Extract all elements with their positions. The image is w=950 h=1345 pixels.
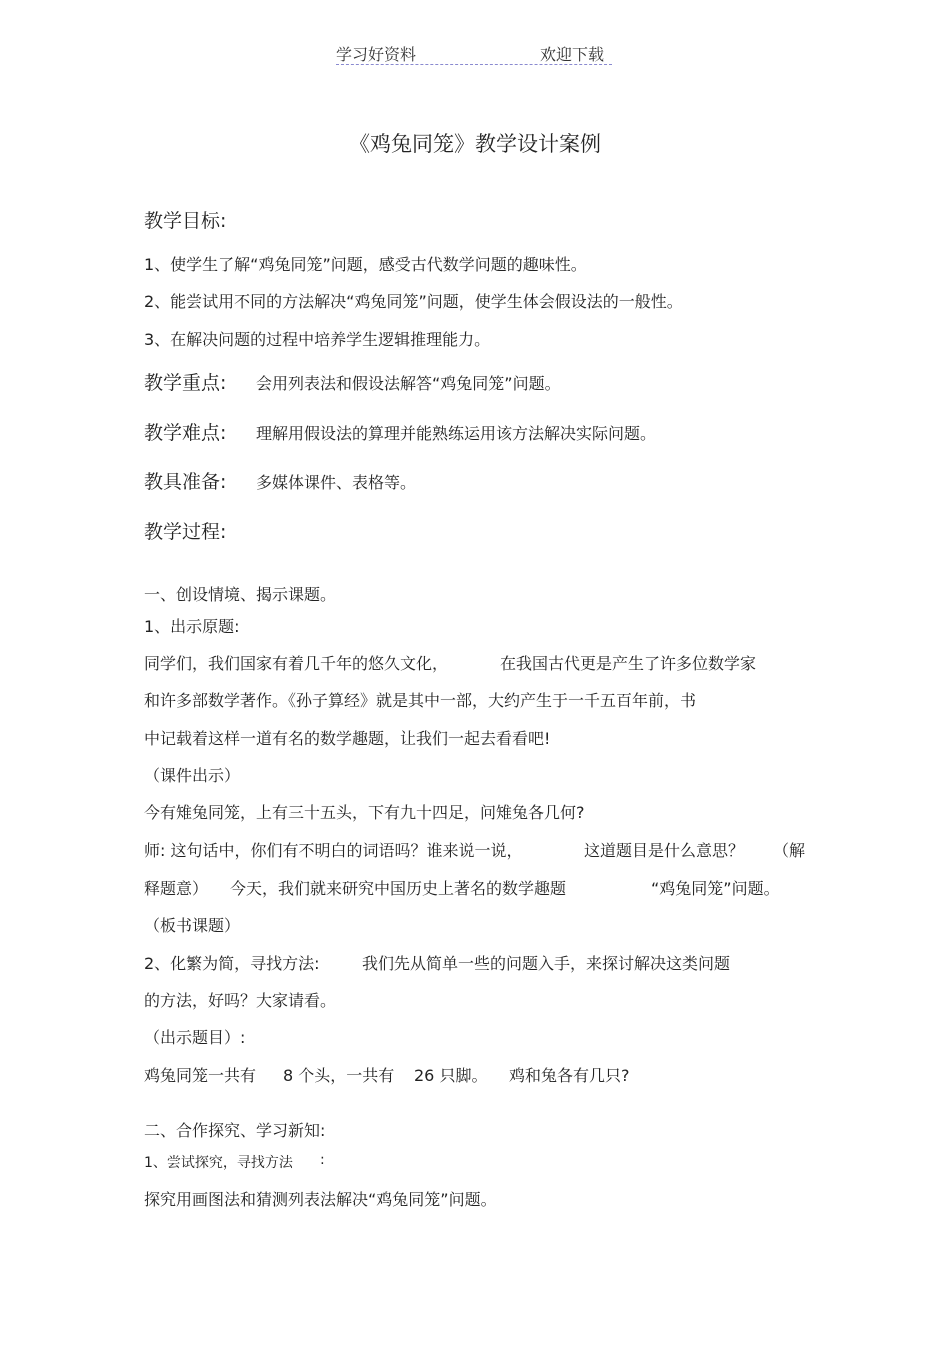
header-left-text: 学习好资料 xyxy=(336,45,417,64)
part2-step1: 1、尝试探究，寻找方法 xyxy=(144,1155,293,1171)
part1-heading: 一、创设情境、揭示课题。 xyxy=(144,585,337,604)
header-dashed-underline xyxy=(336,64,612,65)
header-right-text: 欢迎下载 xyxy=(540,45,605,64)
note: （板书课题） xyxy=(144,916,241,935)
part1-step2-text: 我们先从简单一些的问题入手，来探讨解决这类问题 xyxy=(362,954,731,973)
teacher-line: 师: 这句话中，你们有不明白的词语吗？谁来说一说， xyxy=(144,841,523,860)
note: （出示题目）: xyxy=(144,1028,246,1047)
process-heading: 教学过程: xyxy=(144,521,227,543)
part1-step1: 1、出示原题: xyxy=(144,617,240,636)
objectives-heading: 教学目标: xyxy=(144,210,227,232)
teacher-line: “鸡兔同笼”问题。 xyxy=(651,879,780,898)
document-title: 《鸡兔同笼》教学设计案例 xyxy=(349,132,601,156)
part1-step2: 2、化繁为简，寻找方法: xyxy=(144,954,320,973)
teacher-line: 这道题目是什么意思？ xyxy=(584,841,745,860)
objective-item: 3、在解决问题的过程中培养学生逻辑推理能力。 xyxy=(144,330,491,349)
paragraph-line: 同学们，我们国家有着几千年的悠久文化， xyxy=(144,654,449,673)
difficulty-label: 教学难点: xyxy=(144,422,227,444)
part2-heading: 二、合作探究、学习新知: xyxy=(144,1121,326,1140)
part1-step2-text: 的方法，好吗？大家请看。 xyxy=(144,991,337,1010)
teacher-line: （解 xyxy=(773,841,806,860)
key-point-text: 会用列表法和假设法解答“鸡兔同笼”问题。 xyxy=(256,374,561,393)
key-point-label: 教学重点: xyxy=(144,372,227,394)
teacher-line: 释题意） xyxy=(144,879,209,898)
materials-label: 教具准备: xyxy=(144,471,227,493)
part2-step1-colon: : xyxy=(320,1152,325,1168)
objective-item: 2、能尝试用不同的方法解决“鸡兔同笼”问题，使学生体会假设法的一般性。 xyxy=(144,292,683,311)
paragraph-line: 和许多部数学著作。《孙子算经》就是其中一部，大约产生于一千五百年前，书 xyxy=(144,691,697,710)
paragraph-line: 中记载着这样一道有名的数学趣题，让我们一起去看看吧! xyxy=(144,729,551,748)
note: （课件出示） xyxy=(144,766,241,785)
materials-text: 多媒体课件、表格等。 xyxy=(256,473,417,492)
difficulty-text: 理解用假设法的算理并能熟练运用该方法解决实际问题。 xyxy=(256,424,657,443)
ancient-problem: 今有雉兔同笼，上有三十五头，下有九十四足，问雉兔各几何? xyxy=(144,803,585,822)
paragraph-line: 在我国古代更是产生了许多位数学家 xyxy=(500,654,757,673)
teacher-line: 今天，我们就来研究中国历史上著名的数学趣题 xyxy=(230,879,567,898)
part2-text: 探究用画图法和猜测列表法解决“鸡兔同笼”问题。 xyxy=(144,1190,497,1209)
objective-item: 1、使学生了解“鸡兔同笼”问题，感受古代数学问题的趣味性。 xyxy=(144,255,587,274)
